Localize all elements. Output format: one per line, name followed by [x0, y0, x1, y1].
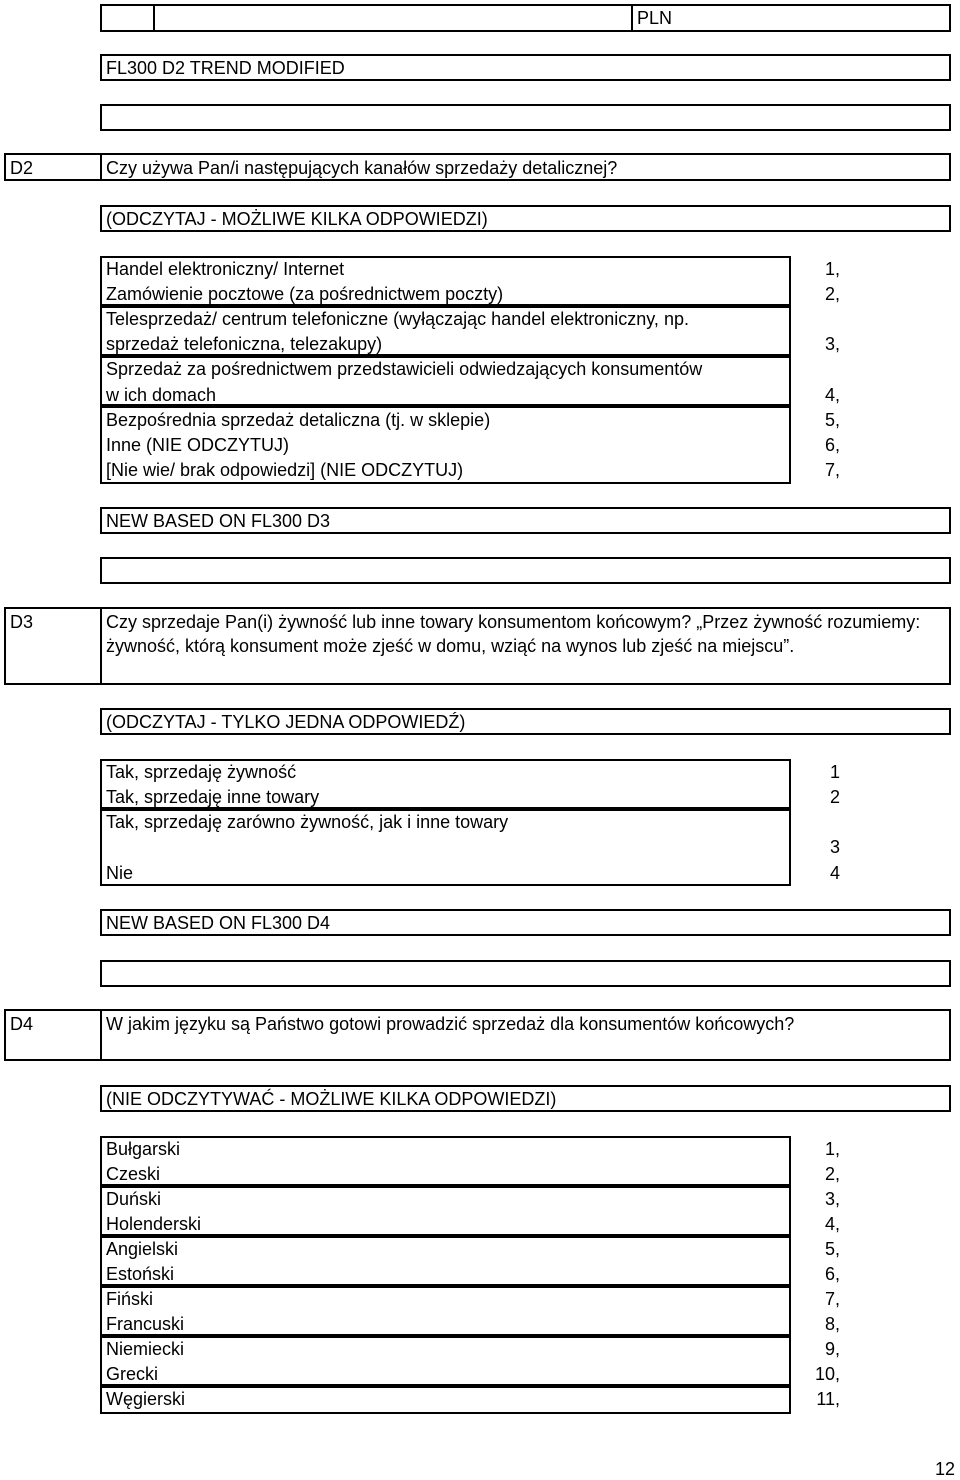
empty-row: [100, 104, 951, 131]
answer-option: Grecki: [106, 1364, 159, 1384]
answer-option: Fiński: [106, 1289, 154, 1309]
options-box: [100, 1286, 791, 1336]
instruction-text: (ODCZYTAJ - MOŻLIWE KILKA ODPOWIEDZI): [106, 209, 488, 229]
answer-option: Francuski: [106, 1314, 185, 1334]
instruction-text: (NIE ODCZYTYWAĆ - MOŻLIWE KILKA ODPOWIEDZI): [106, 1089, 557, 1109]
answer-code: 2,: [824, 284, 840, 304]
question-divider: [100, 607, 102, 685]
answer-code: 11,: [816, 1389, 840, 1409]
answer-code: 5,: [824, 410, 840, 430]
answer-code: 5,: [824, 1239, 840, 1259]
page-title: FL300 D2 TREND MODIFIED: [106, 58, 345, 78]
answer-code: 3,: [824, 334, 840, 354]
empty-row: [100, 960, 951, 987]
answer-option: Tak, sprzedaję inne towary: [106, 787, 320, 807]
answer-code: 3: [829, 837, 840, 857]
note-text: NEW BASED ON FL300 D4: [106, 913, 331, 933]
options-box: [100, 1186, 791, 1236]
answer-option: Sprzedaż za pośrednictwem przedstawicieli odwiedzających konsumentów: [106, 359, 703, 379]
question-id: D3: [10, 612, 34, 632]
answer-code: 8,: [824, 1314, 840, 1334]
answer-option: Tak, sprzedaję żywność: [106, 762, 297, 782]
question-id: D4: [10, 1014, 34, 1034]
answer-code: 9,: [824, 1339, 840, 1359]
answer-code: 2: [829, 787, 840, 807]
answer-code: 1,: [824, 1139, 840, 1159]
options-box: [100, 1386, 791, 1414]
answer-option: Bezpośrednia sprzedaż detaliczna (tj. w sklepie): [106, 410, 491, 430]
instruction-text: (ODCZYTAJ - TYLKO JEDNA ODPOWIEDŹ): [106, 712, 466, 732]
question-id: D2: [10, 158, 34, 178]
answer-option: Holenderski: [106, 1214, 202, 1234]
answer-code: 2,: [824, 1164, 840, 1184]
answer-code: 4: [829, 863, 840, 883]
answer-option: Nie: [106, 863, 134, 883]
answer-option: [Nie wie/ brak odpowiedzi] (NIE ODCZYTUJ): [106, 460, 464, 480]
answer-option: Inne (NIE ODCZYTUJ): [106, 435, 290, 455]
answer-option: w ich domach: [106, 385, 217, 405]
answer-option: Czeski: [106, 1164, 161, 1184]
answer-option: Bułgarski: [106, 1139, 181, 1159]
answer-option: Węgierski: [106, 1389, 186, 1409]
note-text: NEW BASED ON FL300 D3: [106, 511, 331, 531]
answer-code: 3,: [824, 1189, 840, 1209]
answer-code: 7,: [824, 1289, 840, 1309]
answer-option: Niemiecki: [106, 1339, 185, 1359]
answer-code: 7,: [824, 460, 840, 480]
answer-option: Tak, sprzedaję zarówno żywność, jak i inne towary: [106, 812, 509, 832]
answer-option: Duński: [106, 1189, 162, 1209]
question-divider: [100, 1009, 102, 1061]
answer-option: sprzedaż telefoniczna, telezakupy): [106, 334, 383, 354]
options-box: [100, 1236, 791, 1286]
options-box: [100, 1336, 791, 1386]
answer-code: 6,: [824, 1264, 840, 1284]
answer-option: Telesprzedaż/ centrum telefoniczne (wyłączając handel elektroniczny, np.: [106, 309, 689, 329]
answer-option: Handel elektroniczny/ Internet: [106, 259, 345, 279]
answer-option: Angielski: [106, 1239, 179, 1259]
question-text: Czy używa Pan/i następujących kanałów sprzedaży detalicznej?: [106, 158, 618, 178]
header-divider: [631, 4, 633, 32]
options-box: [100, 1136, 791, 1186]
answer-code: 10,: [814, 1364, 840, 1384]
question-divider: [100, 153, 102, 181]
answer-code: 4,: [824, 1214, 840, 1234]
answer-code: 4,: [824, 385, 840, 405]
answer-code: 1,: [824, 259, 840, 279]
page-number: 12: [935, 1459, 956, 1479]
answer-option: Estoński: [106, 1264, 175, 1284]
answer-option: Zamówienie pocztowe (za pośrednictwem poczty): [106, 284, 504, 304]
currency-label: PLN: [637, 8, 673, 28]
question-text: Czy sprzedaje Pan(i) żywność lub inne towary konsumentom końcowym? „Przez żywność rozumiemy: żywność, którą konsument może zjeść w domu, wziąć na wynos lub zjeść na miejscu”.: [106, 612, 921, 656]
answer-code: 1: [829, 762, 840, 782]
header-row: [100, 4, 951, 32]
header-divider: [153, 4, 155, 32]
question-text: W jakim języku są Państwo gotowi prowadzić sprzedaż dla konsumentów końcowych?: [106, 1014, 795, 1034]
empty-row: [100, 557, 951, 584]
answer-code: 6,: [824, 435, 840, 455]
